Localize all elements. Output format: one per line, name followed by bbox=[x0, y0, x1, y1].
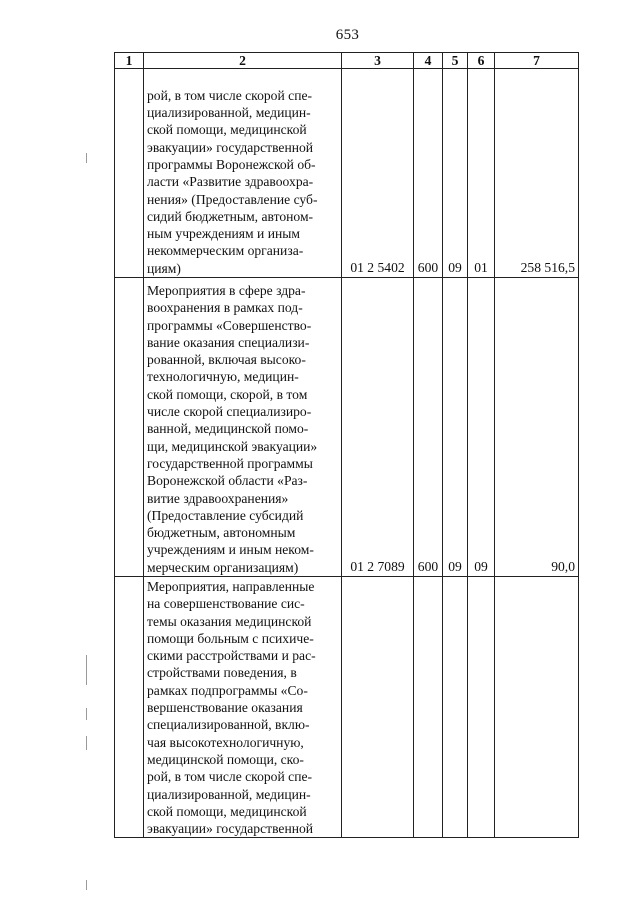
expense-type-cell: 600 bbox=[414, 278, 443, 577]
description-line: циям) bbox=[147, 260, 181, 276]
description-line: ской помощи, скорой, в том bbox=[147, 386, 308, 402]
column-header-7: 7 bbox=[495, 53, 579, 69]
column-header-1: 1 bbox=[115, 53, 144, 69]
description-line: витие здравоохранения» bbox=[147, 490, 289, 506]
description-line: чая высокотехнологичную, bbox=[147, 734, 304, 750]
column-header-6: 6 bbox=[468, 53, 495, 69]
description-line: вание оказания специализи- bbox=[147, 334, 310, 350]
column-header-3: 3 bbox=[342, 53, 414, 69]
description-line: воохранения в рамках под- bbox=[147, 300, 303, 316]
table-header-row bbox=[115, 53, 579, 69]
scan-mark bbox=[86, 736, 87, 750]
description-line: ской помощи, медицинской bbox=[147, 803, 307, 819]
description-line: государственной программы bbox=[147, 455, 313, 471]
amount-cell bbox=[495, 577, 579, 838]
description-line: (Предоставление субсидий bbox=[147, 507, 304, 523]
description-line: эвакуации» государственной bbox=[147, 821, 314, 837]
description-line: бюджетным, автономным bbox=[147, 525, 296, 541]
description-line: рой, в том числе скорой спе- bbox=[147, 769, 313, 785]
description-line: программы Воронежской об- bbox=[147, 156, 316, 172]
subsection-cell: 01 bbox=[468, 69, 495, 278]
description-line: рованной, включая высоко- bbox=[147, 352, 306, 368]
table-row bbox=[115, 69, 579, 278]
section-cell bbox=[443, 577, 468, 838]
row-number-cell bbox=[115, 278, 144, 577]
description-line: мерческим организациям) bbox=[147, 559, 299, 575]
description-line: эвакуации» государственной bbox=[147, 139, 314, 155]
row-number-cell bbox=[115, 69, 144, 278]
description-line: ванной, медицинской помо- bbox=[147, 421, 309, 437]
description-line: циализированной, медицин- bbox=[147, 105, 311, 121]
description-line: щи, медицинской эвакуации» bbox=[147, 438, 318, 454]
subsection-cell bbox=[468, 577, 495, 838]
description-line: Мероприятия, направленные bbox=[147, 579, 315, 594]
section-cell: 09 bbox=[443, 69, 468, 278]
description-line: скими расстройствами и рас- bbox=[147, 648, 316, 664]
scan-mark bbox=[86, 655, 87, 685]
description-line: программы «Совершенство- bbox=[147, 317, 312, 333]
expense-type-cell: 600 bbox=[414, 69, 443, 278]
code-cell: 01 2 5402 bbox=[342, 69, 414, 278]
column-header-5: 5 bbox=[443, 53, 468, 69]
description-line: учреждениям и иным неком- bbox=[147, 542, 314, 558]
description-line: рой, в том числе скорой спе- bbox=[147, 87, 313, 103]
description-line: медицинской помощи, ско- bbox=[147, 751, 304, 767]
description-cell bbox=[144, 278, 342, 577]
column-header-4: 4 bbox=[414, 53, 443, 69]
description-cell bbox=[144, 69, 342, 278]
description-line: ской помощи, медицинской bbox=[147, 122, 307, 138]
scan-mark bbox=[86, 153, 87, 163]
section-cell: 09 bbox=[443, 278, 468, 577]
amount-cell: 258 516,5 bbox=[495, 69, 579, 278]
description-line: циализированной, медицин- bbox=[147, 786, 311, 802]
description-line: ласти «Развитие здравоохра- bbox=[147, 174, 314, 190]
description-line: помощи больным с психиче- bbox=[147, 630, 314, 646]
description-line: числе скорой специализиро- bbox=[147, 404, 312, 420]
description-line: сидий бюджетным, автоном- bbox=[147, 208, 314, 224]
description-line: темы оказания медицинской bbox=[147, 613, 312, 629]
description-line: стройствами поведения, в bbox=[147, 665, 297, 681]
table-row bbox=[115, 278, 579, 577]
code-cell bbox=[342, 577, 414, 838]
description-line: на совершенствование сис- bbox=[147, 596, 305, 612]
page-number: 653 bbox=[335, 27, 360, 43]
description-line: нения» (Предоставление суб- bbox=[147, 191, 318, 207]
description-line: вершенствование оказания bbox=[147, 700, 303, 716]
description-line: технологичную, медицин- bbox=[147, 369, 299, 385]
description-line: Мероприятия в сфере здра- bbox=[147, 282, 306, 298]
column-header-2: 2 bbox=[144, 53, 342, 69]
description-line: Воронежской области «Раз- bbox=[147, 473, 308, 489]
budget-table bbox=[114, 52, 579, 838]
expense-type-cell bbox=[414, 577, 443, 838]
amount-cell: 90,0 bbox=[495, 278, 579, 577]
description-line: специализированной, вклю- bbox=[147, 717, 310, 733]
row-number-cell bbox=[115, 577, 144, 838]
table-row bbox=[115, 577, 579, 838]
description-cell bbox=[144, 577, 342, 838]
scan-mark bbox=[86, 880, 87, 890]
scan-mark bbox=[86, 708, 87, 720]
description-line: некоммерческим организа- bbox=[147, 243, 304, 259]
code-cell: 01 2 7089 bbox=[342, 278, 414, 577]
subsection-cell: 09 bbox=[468, 278, 495, 577]
description-line: ным учреждениям и иным bbox=[147, 226, 300, 242]
description-line: рамках подпрограммы «Со- bbox=[147, 682, 308, 698]
